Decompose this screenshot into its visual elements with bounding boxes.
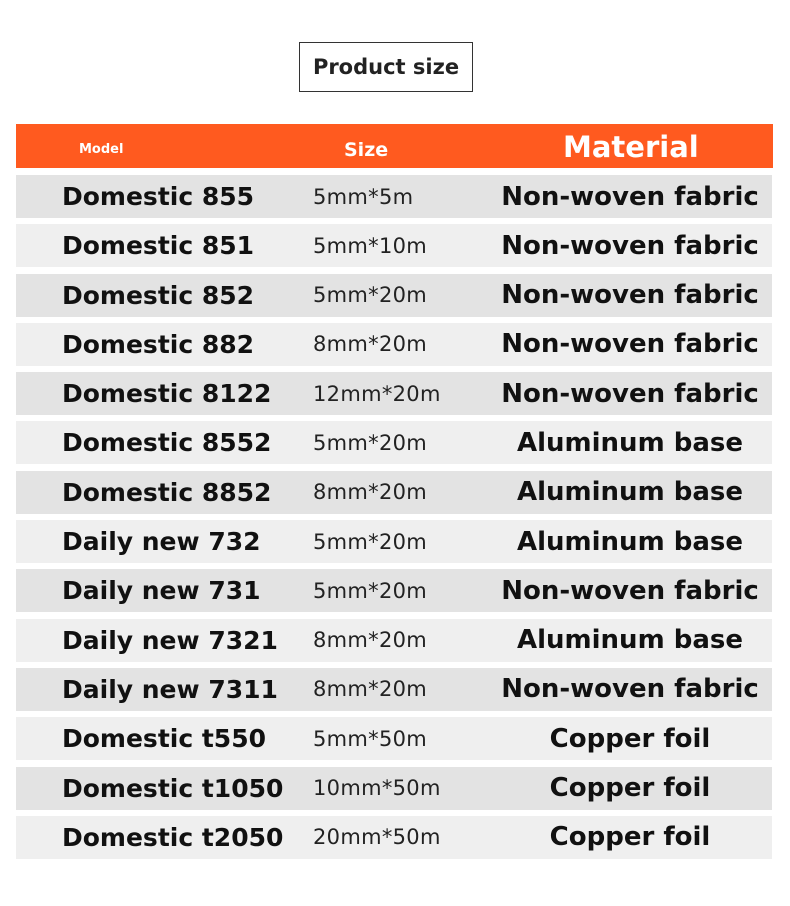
material-cell: Aluminum base xyxy=(517,526,743,557)
size-cell: 12mm*20m xyxy=(313,381,441,406)
table-row xyxy=(16,767,772,810)
size-cell: 5mm*10m xyxy=(313,233,428,258)
size-cell: 8mm*20m xyxy=(313,677,428,702)
material-cell: Non-woven fabric xyxy=(501,230,759,261)
model-cell: Domestic 8852 xyxy=(62,477,272,507)
material-cell: Copper foil xyxy=(549,822,711,853)
table-row xyxy=(16,619,772,662)
size-cell: 5mm*20m xyxy=(313,529,428,554)
table-row xyxy=(16,816,772,859)
size-cell: 5mm*20m xyxy=(313,578,428,603)
table-row xyxy=(16,323,772,366)
table-header xyxy=(16,124,773,168)
model-cell: Domestic 8552 xyxy=(62,428,272,458)
size-cell: 5mm*5m xyxy=(313,184,414,209)
product-table xyxy=(16,175,772,865)
size-cell: 5mm*50m xyxy=(313,726,428,751)
header-size: Size xyxy=(344,139,389,161)
table-row xyxy=(16,175,772,218)
model-cell: Domestic 8122 xyxy=(62,379,272,409)
material-cell: Non-woven fabric xyxy=(501,575,759,606)
table-row xyxy=(16,520,772,563)
model-cell: Domestic t1050 xyxy=(62,773,284,803)
model-cell: Domestic t550 xyxy=(62,724,266,754)
table-row xyxy=(16,569,772,612)
material-cell: Non-woven fabric xyxy=(501,280,759,311)
material-cell: Aluminum base xyxy=(517,625,743,656)
table-row xyxy=(16,421,772,464)
header-material: Material xyxy=(563,130,699,164)
model-cell: Daily new 731 xyxy=(62,576,261,606)
table-row xyxy=(16,471,772,514)
table-row xyxy=(16,668,772,711)
size-cell: 8mm*20m xyxy=(313,332,428,357)
header-model: Model xyxy=(79,142,124,157)
table-row xyxy=(16,224,772,267)
page-title: Product size xyxy=(299,42,473,92)
material-cell: Aluminum base xyxy=(517,427,743,458)
model-cell: Domestic t2050 xyxy=(62,822,284,852)
material-cell: Non-woven fabric xyxy=(501,181,759,212)
model-cell: Domestic 882 xyxy=(62,329,255,359)
size-cell: 20mm*50m xyxy=(313,825,441,850)
size-cell: 5mm*20m xyxy=(313,283,428,308)
material-cell: Non-woven fabric xyxy=(501,329,759,360)
model-cell: Daily new 7311 xyxy=(62,674,278,704)
size-cell: 8mm*20m xyxy=(313,480,428,505)
size-cell: 5mm*20m xyxy=(313,430,428,455)
model-cell: Daily new 732 xyxy=(62,527,261,557)
table-row xyxy=(16,372,772,415)
size-cell: 8mm*20m xyxy=(313,628,428,653)
size-cell: 10mm*50m xyxy=(313,776,441,801)
model-cell: Daily new 7321 xyxy=(62,625,278,655)
model-cell: Domestic 851 xyxy=(62,231,255,261)
model-cell: Domestic 855 xyxy=(62,182,255,211)
material-cell: Non-woven fabric xyxy=(501,674,759,705)
model-cell: Domestic 852 xyxy=(62,280,255,310)
material-cell: Copper foil xyxy=(549,773,711,804)
material-cell: Aluminum base xyxy=(517,477,743,508)
table-row xyxy=(16,717,772,760)
material-cell: Copper foil xyxy=(549,723,711,754)
material-cell: Non-woven fabric xyxy=(501,378,759,409)
table-row xyxy=(16,274,772,317)
